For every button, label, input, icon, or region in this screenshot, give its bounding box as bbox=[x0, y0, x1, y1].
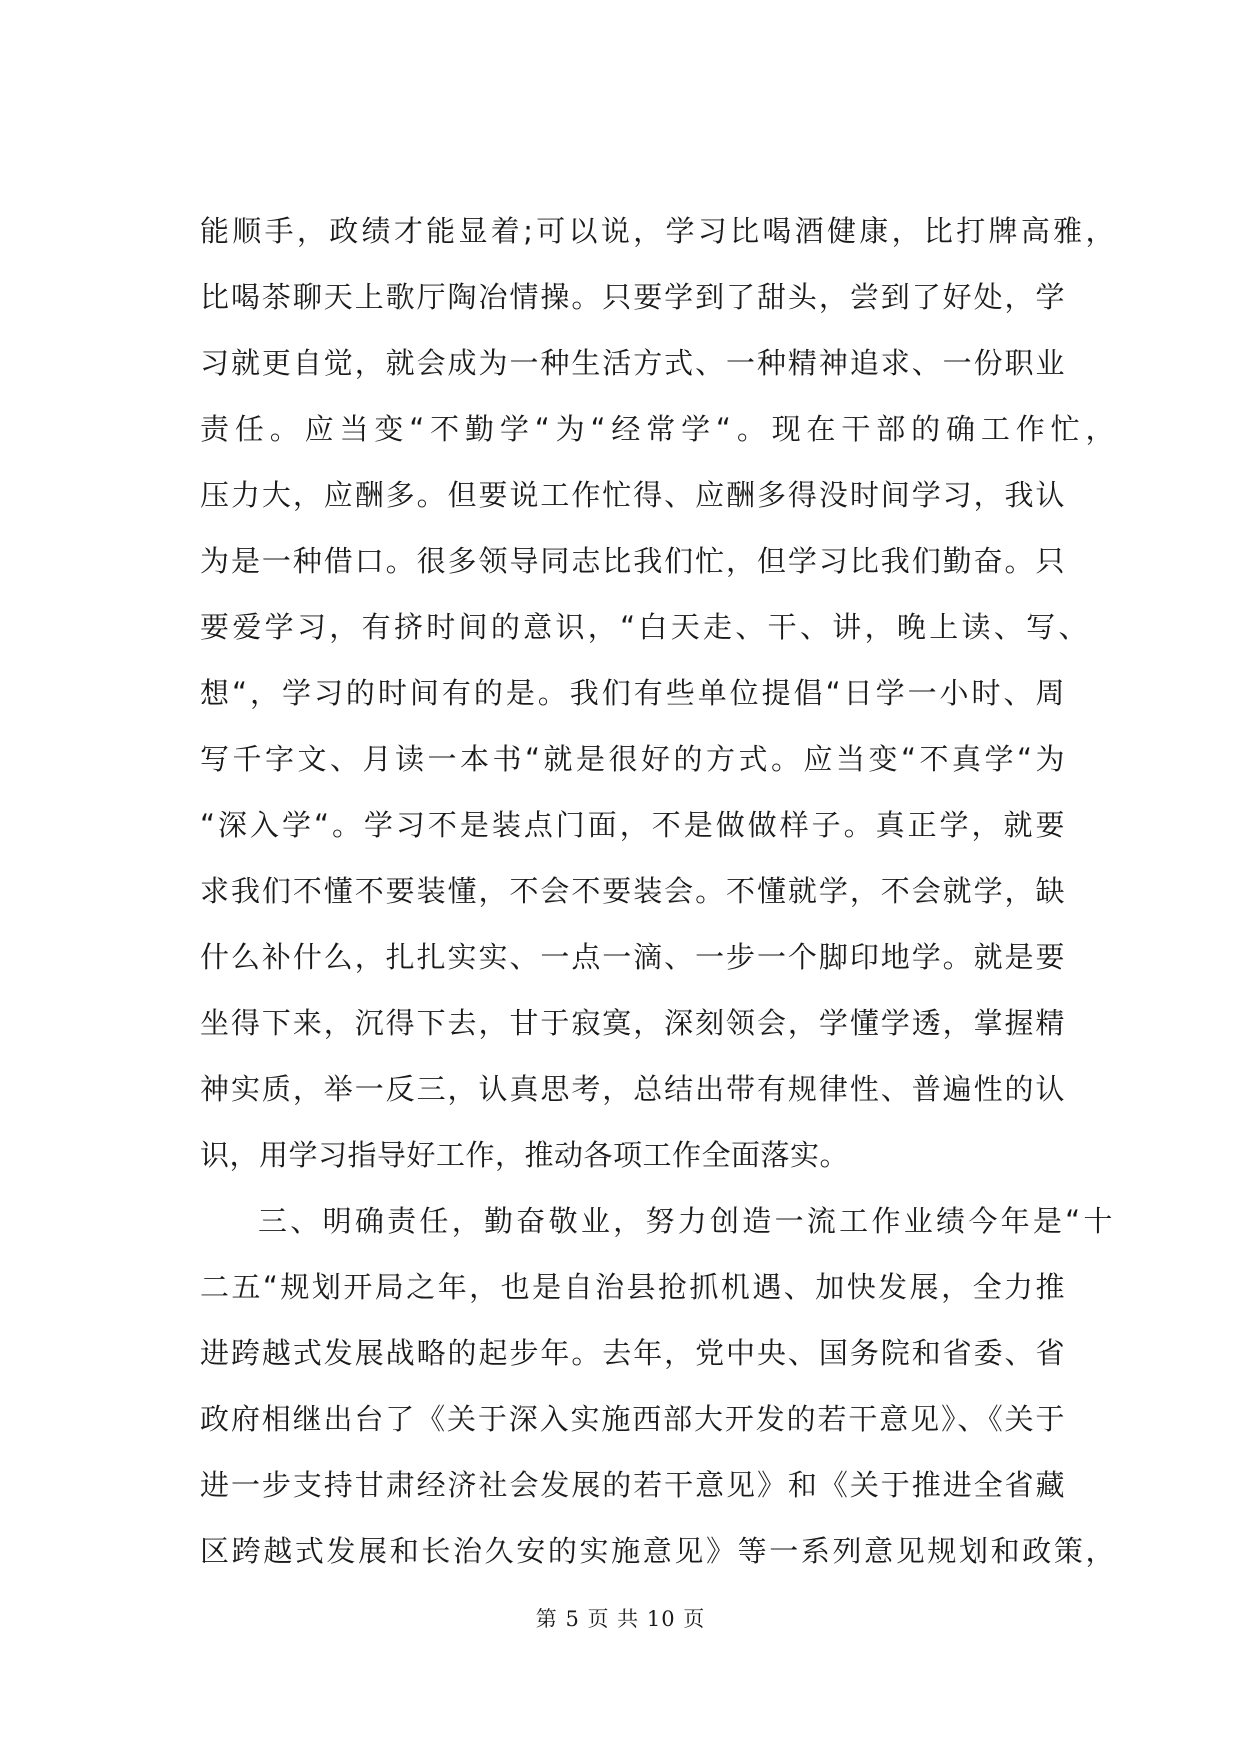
body-text bbox=[200, 198, 1115, 1584]
text-line: 神实质，举一反三，认真思考，总结出带有规律性、普遍性的认 bbox=[200, 1072, 1065, 1106]
text-line: 能顺手，政绩才能显着;可以说，学习比喝酒健康，比打牌高雅， bbox=[200, 214, 1115, 248]
text-line: 求我们不懂不要装懂，不会不要装会。不懂就学，不会就学，缺 bbox=[200, 874, 1065, 908]
text-line: “深入学“。学习不是装点门面，不是做做样子。真正学，就要 bbox=[200, 808, 1065, 842]
text-line: 想“，学习的时间有的是。我们有些单位提倡“日学一小时、周 bbox=[200, 676, 1065, 710]
text-line: 习就更自觉，就会成为一种生活方式、一种精神追求、一份职业 bbox=[200, 346, 1065, 380]
text-line: 什么补什么，扎扎实实、一点一滴、一步一个脚印地学。就是要 bbox=[200, 940, 1065, 974]
text-line: 责任。应当变“不勤学“为“经常学“。现在干部的确工作忙， bbox=[200, 412, 1115, 446]
section-heading-line: 三、明确责任，勤奋敬业，努力创造一流工作业绩今年是“十 bbox=[258, 1204, 1113, 1238]
text-line: 写千字文、月读一本书“就是很好的方式。应当变“不真学“为 bbox=[200, 742, 1065, 776]
text-line: 压力大，应酬多。但要说工作忙得、应酬多得没时间学习，我认 bbox=[200, 478, 1065, 512]
text-line: 二五“规划开局之年，也是自治县抢抓机遇、加快发展，全力推 bbox=[200, 1270, 1065, 1304]
text-line: 要爱学习，有挤时间的意识，“白天走、干、讲，晚上读、写、 bbox=[200, 610, 1088, 644]
text-line: 区跨越式发展和长治久安的实施意见》等一系列意见规划和政策， bbox=[200, 1534, 1115, 1568]
text-line: 为是一种借口。很多领导同志比我们忙，但学习比我们勤奋。只 bbox=[200, 544, 1065, 578]
text-line: 进跨越式发展战略的起步年。去年，党中央、国务院和省委、省 bbox=[200, 1336, 1065, 1370]
text-line: 政府相继出台了《关于深入实施西部大开发的若干意见》、《关于 bbox=[200, 1402, 1065, 1436]
page-number-footer: 第 5 页 共 10 页 bbox=[535, 1607, 706, 1631]
text-line: 进一步支持甘肃经济社会发展的若干意见》和《关于推进全省藏 bbox=[200, 1468, 1065, 1502]
text-line: 坐得下来，沉得下去，甘于寂寞，深刻领会，学懂学透，掌握精 bbox=[200, 1006, 1065, 1040]
text-line: 比喝茶聊天上歌厅陶冶情操。只要学到了甜头，尝到了好处，学 bbox=[200, 280, 1065, 314]
text-line: 识，用学习指导好工作，推动各项工作全面落实。 bbox=[200, 1138, 850, 1172]
